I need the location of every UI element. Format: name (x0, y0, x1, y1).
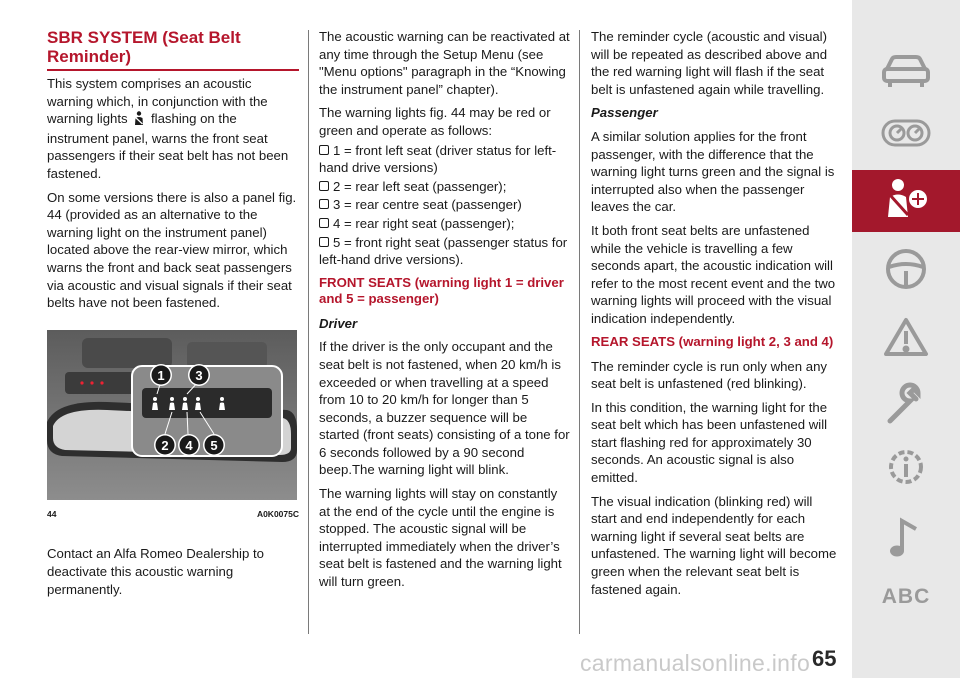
intro-paragraph: This system comprises an acoustic warning which, in conjunction with the warning lights flashing on the instrument panel, warns the front seat passengers if their seat belt has not been fastened. (47, 76, 289, 181)
column-divider (308, 30, 309, 634)
list-item: 5 = front right seat (passenger status for left-hand drive versions). (319, 234, 568, 268)
figure-caption (47, 506, 299, 524)
callout-3 (188, 364, 210, 386)
column-divider (579, 30, 580, 634)
column-3 (591, 28, 841, 604)
svg-text:2: 2 (161, 437, 169, 453)
index-abc-button[interactable]: ABC (881, 585, 931, 608)
rear-cycle-paragraph: The reminder cycle is run only when any seat belt is unfastened (red blinking). (591, 358, 828, 392)
callout-2 (154, 434, 176, 456)
figure-44-image (47, 330, 297, 500)
seat-belt-warning-icon (133, 111, 145, 130)
steering-wheel-icon[interactable] (852, 238, 960, 300)
driver-steady-paragraph: The warning lights will stay on constantly at the end of the cycle until the engine is stopped. The acoustic signal will be interrupted immediately when the driver’s seat belt is fastened and the warning light will turn green. (319, 486, 562, 590)
front-seats-heading: FRONT SEATS (warning light 1 = driver and 5 = passenger) (319, 274, 564, 306)
wrench-icon[interactable] (852, 372, 960, 434)
rear-flash-paragraph: In this condition, the warning light for the seat belt which has been unfastened will start flashing red for approximately 30 seconds. An acoustic signal is also emitted. (591, 399, 828, 486)
checkbox-bullet-icon (319, 218, 329, 228)
chapter-sidebar (852, 0, 960, 678)
list-item: 2 = rear left seat (passenger); (319, 178, 571, 196)
warning-lights-paragraph: The warning lights fig. 44 may be red or green and operate as follows: (319, 105, 551, 138)
instrument-panel-icon[interactable] (852, 102, 960, 164)
seat-belt-icon[interactable] (852, 170, 960, 232)
both-seats-paragraph: It both front seat belts are unfastened while the vehicle is travelling a few seconds apart, the acoustic indication will refer to the most recent event and the two warning lights will proceed with the visual indication independently. (591, 222, 836, 326)
passenger-paragraph: A similar solution applies for the front passenger, with the difference that the warning light turns green and the signal is interrupted also when the passenger leaves the car. (591, 128, 835, 215)
svg-text:3: 3 (195, 367, 203, 383)
figure-number: 44 (47, 508, 57, 519)
checkbox-bullet-icon (319, 181, 329, 191)
driver-paragraph: If the driver is the only occupant and the seat belt is not fastened, when 20 km/h is exceeded or when travelling at a speed from 10 to 20 km/h for longer than 5 seconds, a buzzer sequence will be started (front seats) consisting of a tone for 6 seconds followed by a 90 second beep.The warning light will blink. (319, 339, 570, 478)
dealership-paragraph: Contact an Alfa Romeo Dealership to deactivate this acoustic warning permanently. (47, 546, 264, 597)
driver-subheading: Driver (319, 315, 358, 331)
rear-seats-heading: REAR SEATS (warning light 2, 3 and 4) (591, 333, 834, 349)
callout-4 (178, 434, 200, 456)
warning-triangle-icon[interactable] (852, 306, 960, 368)
checkbox-bullet-icon (319, 237, 329, 247)
reactivate-paragraph: The acoustic warning can be reactivated at any time through the Setup Menu (see "Menu options" paragraph in the “Knowing the instrument panel” chapter). (319, 29, 570, 97)
music-note-icon[interactable] (852, 506, 960, 568)
watermark: carmanualsonline.info (580, 650, 811, 676)
svg-text:5: 5 (210, 437, 218, 453)
rear-visual-paragraph: The visual indication (blinking red) will start and end independently for each warning light if several seat belts are unfastened. The warning light will become green when the relevant seat belt is fastened again. (591, 493, 837, 597)
checkbox-bullet-icon (319, 199, 329, 209)
checkbox-bullet-icon (319, 145, 329, 155)
list-item: 1 = front left seat (driver status for left-hand drive versions) (319, 142, 557, 176)
car-icon[interactable] (852, 40, 960, 102)
section-title: SBR SYSTEM (Seat Belt Reminder) (47, 28, 299, 71)
svg-text:4: 4 (185, 437, 193, 453)
svg-text:1: 1 (157, 367, 165, 383)
list-item: 3 = rear centre seat (passenger) (319, 196, 571, 214)
panel-paragraph: On some versions there is also a panel fig. 44 (provided as an alternative to the warning light on the instrument panel) located above the rear-view mirror, which warns the front and back seat passengers via acoustic and visual signals if their seat belts have not been fastened. (47, 189, 297, 311)
page-number: 65 (812, 646, 837, 671)
gear-info-icon[interactable] (852, 436, 960, 498)
figure-code: A0K0075C (256, 508, 299, 519)
reminder-cycle-paragraph: The reminder cycle (acoustic and visual) will be repeated as described above and the red warning light will flash if the seat belt is unfastened again while travelling. (591, 29, 828, 97)
column-1 (47, 28, 299, 604)
callout-1 (150, 364, 172, 386)
list-item: 4 = rear right seat (passenger); (319, 215, 571, 233)
column-2 (319, 28, 571, 597)
passenger-subheading: Passenger (591, 105, 658, 121)
callout-5 (203, 434, 225, 456)
